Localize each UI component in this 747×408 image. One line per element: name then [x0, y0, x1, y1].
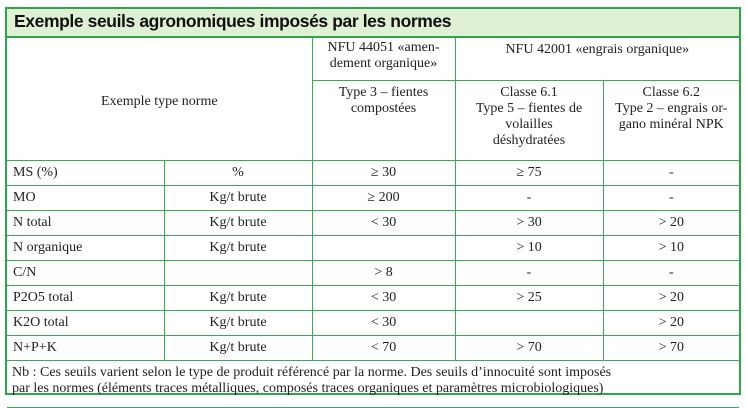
table-row [7, 161, 739, 186]
nfu44051-cell: ≥ 200 [312, 186, 455, 211]
param-cell: C/N [7, 261, 164, 286]
unit-cell: % [164, 161, 312, 186]
header-classe61-line2: Type 5 – fientes de [475, 101, 583, 116]
classe61-cell: > 25 [455, 286, 603, 311]
table-row [7, 236, 739, 261]
note-line1: Nb : Ces seuils varient selon le type de produit référencé par la norme. Des seuils d’innocuité sont imposés [12, 365, 612, 380]
param-cell: N total [7, 211, 164, 236]
classe62-cell: > 20 [603, 311, 739, 336]
header-nfu42001 [455, 38, 739, 81]
unit-cell: Kg/t brute [164, 286, 312, 311]
classe61-cell: - [455, 261, 603, 286]
unit-cell: Kg/t brute [164, 311, 312, 336]
classe62-cell: - [603, 261, 739, 286]
table-row [7, 286, 739, 311]
table-title: Exemple seuils agronomiques imposés par les normes [14, 11, 452, 31]
nfu44051-cell: < 70 [312, 336, 455, 361]
classe62-cell: - [603, 161, 739, 186]
classe62-cell: - [603, 186, 739, 211]
header-row-1 [7, 38, 739, 81]
header-classe62-line2: Type 2 – engrais or- [615, 101, 728, 116]
classe61-cell: > 30 [455, 211, 603, 236]
unit-cell [164, 261, 312, 286]
table-row [7, 211, 739, 236]
table-row [7, 336, 739, 361]
header-nfu44051 [312, 38, 455, 81]
param-cell: N organique [7, 236, 164, 261]
classe61-cell: > 10 [455, 236, 603, 261]
param-cell: N+P+K [7, 336, 164, 361]
header-classe61 [455, 81, 603, 161]
param-cell: MO [7, 186, 164, 211]
unit-cell: Kg/t brute [164, 211, 312, 236]
classe61-cell: ≥ 75 [455, 161, 603, 186]
header-example-type-label: Exemple type norme [100, 94, 218, 109]
norms-table [7, 38, 739, 408]
header-classe62-line3: gano minéral NPK [618, 117, 724, 132]
nfu44051-cell: < 30 [312, 311, 455, 336]
header-example-type [7, 38, 312, 161]
unit-cell: Kg/t brute [164, 186, 312, 211]
classe61-cell: > 70 [455, 336, 603, 361]
header-type3 [312, 81, 455, 161]
table-row [7, 261, 739, 286]
header-nfu44051-line2: dement organique» [329, 56, 438, 71]
header-nfu42001-label: NFU 42001 «engrais organique» [505, 42, 690, 57]
param-cell: K2O total [7, 311, 164, 336]
note-cell [7, 361, 739, 408]
param-cell: P2O5 total [7, 286, 164, 311]
header-classe62 [603, 81, 739, 161]
classe62-cell: > 70 [603, 336, 739, 361]
nfu44051-cell [312, 236, 455, 261]
header-classe62-line1: Classe 6.2 [642, 85, 701, 100]
nfu44051-cell: < 30 [312, 286, 455, 311]
nfu44051-cell: ≥ 30 [312, 161, 455, 186]
unit-cell: Kg/t brute [164, 236, 312, 261]
nfu44051-cell: < 30 [312, 211, 455, 236]
note-line2: par les normes (éléments traces métalliques, composés traces organiques et paramètres microbiologiques) [12, 381, 604, 396]
param-cell: MS (%) [7, 161, 164, 186]
header-type3-line1: Type 3 – fientes [338, 85, 429, 100]
header-nfu44051-line1: NFU 44051 «amen- [327, 40, 440, 55]
table-row [7, 311, 739, 336]
header-type3-line2: compostées [350, 101, 417, 116]
nfu44051-cell: > 8 [312, 261, 455, 286]
classe62-cell: > 20 [603, 286, 739, 311]
header-classe61-line4: déshydratées [492, 133, 566, 148]
table-row [7, 186, 739, 211]
header-classe61-line3: volailles [505, 117, 553, 132]
unit-cell: Kg/t brute [164, 336, 312, 361]
note-row [7, 361, 739, 408]
classe61-cell [455, 311, 603, 336]
header-classe61-line1: Classe 6.1 [500, 85, 558, 100]
classe62-cell: > 10 [603, 236, 739, 261]
classe62-cell: > 20 [603, 211, 739, 236]
table-frame [5, 7, 741, 395]
classe61-cell: - [455, 186, 603, 211]
title-bar [7, 9, 739, 38]
